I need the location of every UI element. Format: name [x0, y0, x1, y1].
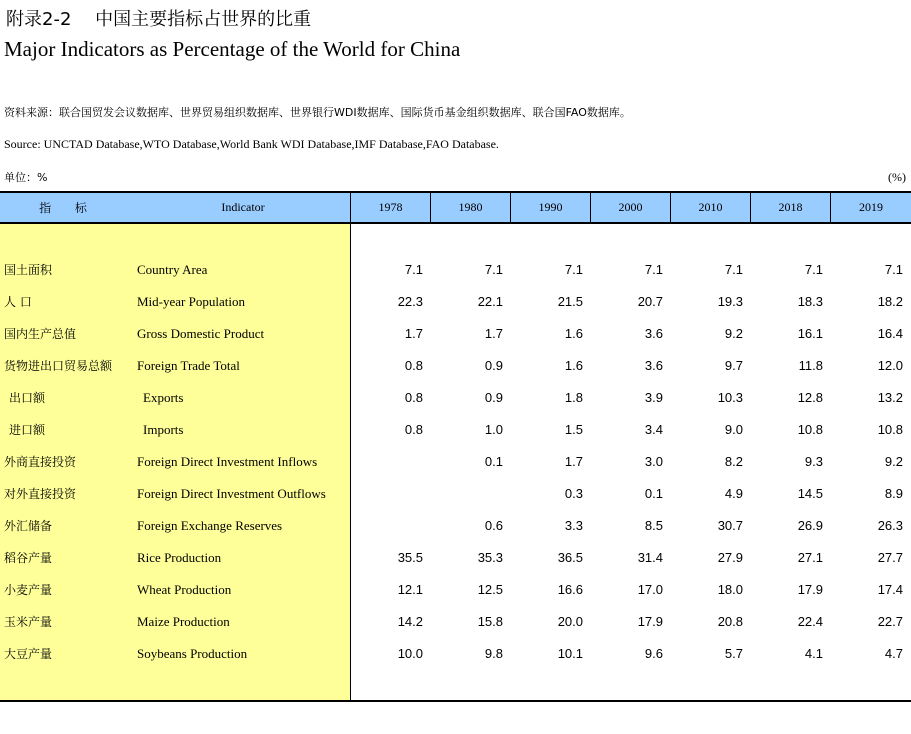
value-cell-2019: 10.8: [877, 422, 903, 437]
value-cell-1980: 0.1: [484, 454, 503, 469]
value-cell-2010: 10.3: [717, 390, 743, 405]
row-label-en: Rice Production: [137, 550, 222, 565]
value-cell-2000: 8.5: [644, 518, 663, 533]
table-row: [0, 318, 911, 350]
value-cell-2000: 3.6: [644, 358, 663, 373]
header-year-2018: 2018: [751, 193, 830, 222]
value-cell-2010: 8.2: [724, 454, 743, 469]
header-year-2000: 2000: [591, 193, 670, 222]
row-label-cn: 对外直接投资: [4, 487, 77, 501]
value-cell-2010: 27.9: [717, 550, 743, 565]
value-cell-2010: 19.3: [717, 294, 743, 309]
value-cell-1990: 36.5: [557, 550, 583, 565]
value-cell-2000: 9.6: [644, 646, 663, 661]
value-cell-2018: 18.3: [797, 294, 823, 309]
value-cell-2010: 7.1: [724, 262, 743, 277]
row-label-cn: 小麦产量: [4, 583, 53, 597]
value-cell-2010: 9.2: [724, 326, 743, 341]
value-cell-2018: 17.9: [797, 582, 823, 597]
value-cell-1978: 12.1: [397, 582, 423, 597]
table-row: [0, 542, 911, 574]
value-cell-1990: 10.1: [557, 646, 583, 661]
table-row: [0, 254, 911, 286]
value-cell-2019: 18.2: [877, 294, 903, 309]
value-cell-2000: 17.9: [637, 614, 663, 629]
value-cell-2000: 31.4: [637, 550, 663, 565]
value-cell-1990: 0.3: [564, 486, 583, 501]
value-cell-2018: 14.5: [797, 486, 823, 501]
value-cell-2018: 10.8: [797, 422, 823, 437]
value-cell-2018: 26.9: [797, 518, 823, 533]
value-cell-2000: 3.6: [644, 326, 663, 341]
row-label-en: Mid-year Population: [137, 294, 245, 309]
value-cell-1978: 1.7: [404, 326, 423, 341]
value-cell-2000: 3.0: [644, 454, 663, 469]
header-year-1980: 1980: [431, 193, 510, 222]
value-cell-2019: 7.1: [884, 262, 903, 277]
table-row: [0, 638, 911, 670]
page-title-en: Major Indicators as Percentage of the World for China: [4, 37, 461, 61]
row-label-cn: 出口额: [9, 391, 46, 405]
value-cell-1980: 0.6: [484, 518, 503, 533]
row-label-en: Country Area: [137, 262, 208, 277]
value-cell-2018: 4.1: [804, 646, 823, 661]
value-cell-2019: 26.3: [877, 518, 903, 533]
value-cell-1990: 7.1: [564, 262, 583, 277]
row-label-en: Imports: [143, 422, 184, 437]
value-cell-1980: 15.8: [477, 614, 503, 629]
value-cell-2010: 20.8: [717, 614, 743, 629]
table-row: [0, 382, 911, 414]
value-cell-1980: 1.0: [484, 422, 503, 437]
value-cell-1978: 35.5: [397, 550, 423, 565]
value-cell-2019: 22.7: [877, 614, 903, 629]
unit-label-right: (%): [888, 170, 906, 184]
value-cell-2000: 0.1: [644, 486, 663, 501]
value-cell-1978: 22.3: [397, 294, 423, 309]
header-year-2010: 2010: [671, 193, 750, 222]
row-label-cn: 外汇储备: [4, 519, 53, 533]
row-label-en: Exports: [143, 390, 184, 405]
source-note-cn: 资料来源：联合国贸发会议数据库、世界贸易组织数据库、世界银行WDI数据库、国际货币基金组织数据库、联合国FAO数据库。: [4, 106, 631, 119]
source-note-en: Source: UNCTAD Database,WTO Database,World Bank WDI Database,IMF Database,FAO Database.: [4, 137, 499, 151]
row-label-cn: 进口额: [9, 423, 46, 437]
row-label-en: Gross Domestic Product: [137, 326, 265, 341]
unit-label: 单位：%: [4, 171, 48, 184]
indicator-table: [0, 191, 911, 702]
row-label-cn: 国土面积: [4, 263, 53, 277]
row-label-cn: 货物进出口贸易总额: [4, 359, 113, 373]
value-cell-2010: 4.9: [724, 486, 743, 501]
value-cell-2018: 22.4: [797, 614, 823, 629]
row-label-cn: 人 口: [4, 295, 32, 309]
value-cell-2019: 13.2: [877, 390, 903, 405]
row-label-cn: 国内生产总值: [4, 327, 77, 341]
value-cell-2019: 4.7: [884, 646, 903, 661]
value-cell-2000: 7.1: [644, 262, 663, 277]
value-cell-2000: 3.4: [644, 422, 663, 437]
page-title-cn: 附录2-2 中国主要指标占世界的比重: [6, 9, 312, 30]
table-row: [0, 574, 911, 606]
value-cell-2019: 16.4: [877, 326, 903, 341]
row-label-cn: 玉米产量: [4, 615, 53, 629]
table-row: [0, 606, 911, 638]
value-cell-1978: 14.2: [397, 614, 423, 629]
value-cell-1990: 1.6: [564, 358, 583, 373]
value-cell-2019: 17.4: [877, 582, 903, 597]
row-label-en: Wheat Production: [137, 582, 232, 597]
value-cell-2010: 9.0: [724, 422, 743, 437]
value-cell-2000: 17.0: [637, 582, 663, 597]
value-cell-1978: 0.8: [404, 422, 423, 437]
value-cell-2010: 30.7: [717, 518, 743, 533]
value-cell-2010: 9.7: [724, 358, 743, 373]
value-cell-1990: 1.8: [564, 390, 583, 405]
value-cell-2019: 9.2: [884, 454, 903, 469]
value-cell-2010: 5.7: [724, 646, 743, 661]
value-cell-2018: 9.3: [804, 454, 823, 469]
value-cell-1978: 0.8: [404, 358, 423, 373]
value-cell-2018: 12.8: [797, 390, 823, 405]
value-cell-1980: 12.5: [477, 582, 503, 597]
value-cell-1990: 20.0: [557, 614, 583, 629]
row-label-en: Foreign Trade Total: [137, 358, 240, 373]
value-cell-2010: 18.0: [717, 582, 743, 597]
value-cell-2000: 3.9: [644, 390, 663, 405]
value-cell-2018: 7.1: [804, 262, 823, 277]
value-cell-1980: 35.3: [477, 550, 503, 565]
value-cell-1990: 1.6: [564, 326, 583, 341]
table-row: [0, 350, 911, 382]
header-indicator-cn: 指 标: [0, 193, 136, 222]
value-cell-2018: 16.1: [797, 326, 823, 341]
value-cell-2019: 8.9: [884, 486, 903, 501]
header-year-2019: 2019: [831, 193, 911, 222]
value-cell-1990: 3.3: [564, 518, 583, 533]
row-label-en: Maize Production: [137, 614, 230, 629]
table-row: [0, 286, 911, 318]
value-cell-1980: 0.9: [484, 390, 503, 405]
value-cell-2018: 11.8: [798, 358, 823, 373]
value-cell-1980: 9.8: [484, 646, 503, 661]
value-cell-1990: 1.5: [564, 422, 583, 437]
table-bottom-rule: [0, 700, 911, 702]
row-label-cn: 外商直接投资: [4, 455, 77, 469]
value-cell-1990: 21.5: [557, 294, 583, 309]
value-cell-1978: 7.1: [404, 262, 423, 277]
table-row: [0, 510, 911, 542]
table-row: [0, 446, 911, 478]
value-cell-1990: 1.7: [564, 454, 583, 469]
value-cell-1980: 22.1: [477, 294, 503, 309]
value-cell-1980: 0.9: [484, 358, 503, 373]
header-indicator-en: Indicator: [136, 193, 350, 222]
value-cell-2019: 12.0: [877, 358, 903, 373]
row-label-en: Foreign Exchange Reserves: [137, 518, 283, 533]
row-label-en: Foreign Direct Investment Outflows: [137, 486, 326, 501]
table-row: [0, 478, 911, 510]
value-cell-1978: 10.0: [397, 646, 423, 661]
value-cell-1980: 7.1: [484, 262, 503, 277]
header-year-1978: 1978: [351, 193, 430, 222]
value-cell-2000: 20.7: [637, 294, 663, 309]
row-label-en: Soybeans Production: [137, 646, 248, 661]
value-cell-2018: 27.1: [797, 550, 823, 565]
value-cell-1980: 1.7: [484, 326, 503, 341]
header-year-1990: 1990: [511, 193, 590, 222]
value-cell-1978: 0.8: [404, 390, 423, 405]
value-cell-1990: 16.6: [557, 582, 583, 597]
table-row: [0, 414, 911, 446]
row-label-cn: 大豆产量: [4, 647, 53, 661]
row-label-cn: 稻谷产量: [4, 551, 53, 565]
row-label-en: Foreign Direct Investment Inflows: [137, 454, 318, 469]
value-cell-2019: 27.7: [877, 550, 903, 565]
